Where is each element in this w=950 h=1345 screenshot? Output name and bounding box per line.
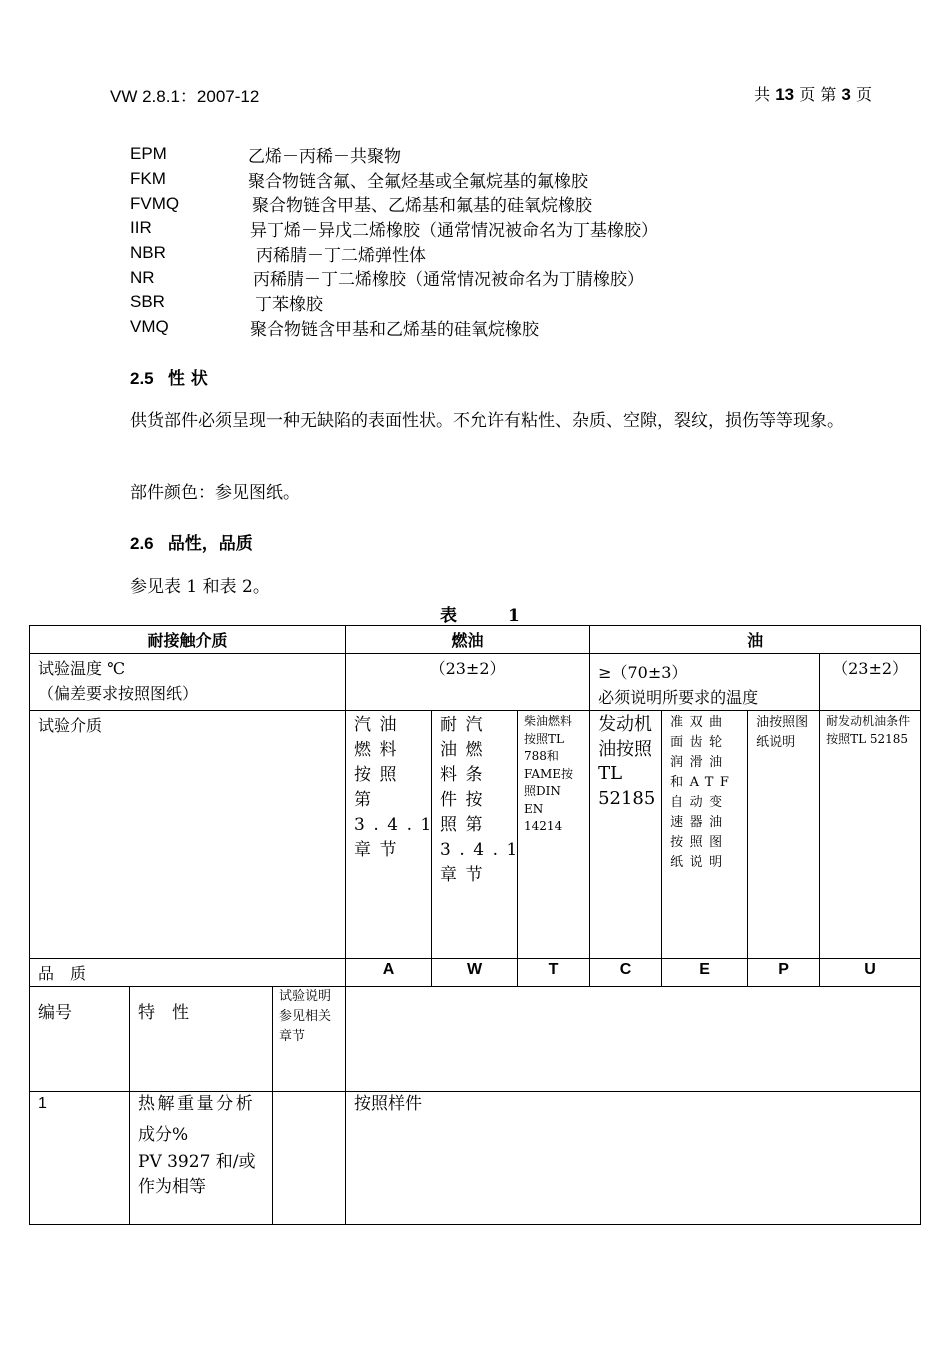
abbreviation-row: NR 丙稀腈－丁二烯橡胶（通常情况被命名为丁腈橡胶）	[130, 267, 644, 291]
page-indicator: 共 13 页 第 3 页	[754, 85, 872, 104]
code-a: A	[346, 959, 432, 987]
medium-e: 准双曲面齿轮润滑油和ATF自动变速器油按照图纸说明	[662, 711, 748, 959]
section-2-5-paragraph: 供货部件必须呈现一种无缺陷的表面性状。不允许有粘性、杂质、空隙，裂纹，损伤等等现象。	[130, 411, 844, 431]
medium-u: 耐发动机油条件按照TL 52185	[820, 711, 921, 959]
header-fuel: 燃油	[346, 626, 590, 654]
table-temperature-row	[30, 654, 921, 711]
row-test-reference	[273, 1092, 346, 1225]
table-row	[30, 1092, 921, 1225]
properties-table	[29, 625, 921, 1225]
section-2-5-color-note: 部件颜色：参见图纸。	[130, 483, 300, 503]
code-u: U	[820, 959, 921, 987]
code-c: C	[590, 959, 662, 987]
header-oil: 油	[590, 626, 921, 654]
table-quality-row	[30, 959, 921, 987]
row-value: 按照样件	[346, 1092, 921, 1225]
medium-t: 柴油燃料按照TL 788和FAME按照DIN EN 14214	[518, 711, 590, 959]
abbreviation-row: EPM 乙烯－丙稀－共聚物	[130, 144, 401, 167]
abbreviation-row: NBR 丙稀腈－丁二烯弹性体	[130, 243, 426, 266]
abbreviation-row: VMQ 聚合物链含甲基和乙烯基的硅氧烷橡胶	[130, 317, 539, 340]
code-p: P	[748, 959, 820, 987]
abbreviation-row: FVMQ 聚合物链含甲基、乙烯基和氟基的硅氧烷橡胶	[130, 193, 592, 217]
quality-label: 品 质	[30, 959, 346, 987]
header-contact-medium: 耐接触介质	[30, 626, 346, 654]
medium-a: 汽油燃料按照第3.4.1章节	[346, 711, 432, 959]
table-column-header-row	[30, 987, 921, 1092]
row-number: 1	[30, 1092, 130, 1225]
medium-p: 油按照图纸说明	[748, 711, 820, 959]
table-media-row	[30, 711, 921, 959]
section-heading-2-5: 2.5 性 状	[130, 369, 208, 389]
medium-c: 发动机油按照TL 52185	[590, 711, 662, 959]
code-t: T	[518, 959, 590, 987]
row-property: 热解重量分析 成分% PV 3927 和/或作为相等	[130, 1092, 273, 1225]
temperature-fuel: （23±2）	[346, 654, 590, 711]
document-id: VW 2.8.1：2007-12	[110, 87, 260, 106]
table-header-row	[30, 626, 921, 654]
column-property: 特 性	[130, 987, 273, 1092]
temperature-label-cell: 试验温度 ℃ （偏差要求按照图纸）	[30, 654, 346, 711]
medium-w: 耐汽油燃料条件按照第3.4.1章节	[432, 711, 518, 959]
section-2-6-paragraph: 参见表 1 和表 2。	[130, 577, 270, 597]
test-medium-label: 试验介质	[30, 711, 346, 959]
section-heading-2-6: 2.6 品性，品质	[130, 534, 253, 554]
temperature-oil-cell: ≥（70±3） 必须说明所要求的温度	[590, 654, 820, 711]
code-e: E	[662, 959, 748, 987]
abbreviation-row: IIR 异丁烯－异戊二烯橡胶（通常情况被命名为丁基橡胶）	[130, 218, 658, 241]
column-header-filler	[346, 987, 921, 1092]
abbreviation-row: FKM 聚合物链含氟、全氟烃基或全氟烷基的氟橡胶	[130, 169, 588, 192]
column-number: 编号	[30, 987, 130, 1092]
temperature-u: （23±2）	[820, 654, 921, 711]
code-w: W	[432, 959, 518, 987]
table-caption: 表 1	[440, 606, 520, 626]
column-test-reference: 试验说明参见相关章节	[273, 987, 346, 1092]
abbreviation-list	[130, 142, 658, 340]
abbreviation-row: SBR 丁苯橡胶	[130, 292, 323, 315]
